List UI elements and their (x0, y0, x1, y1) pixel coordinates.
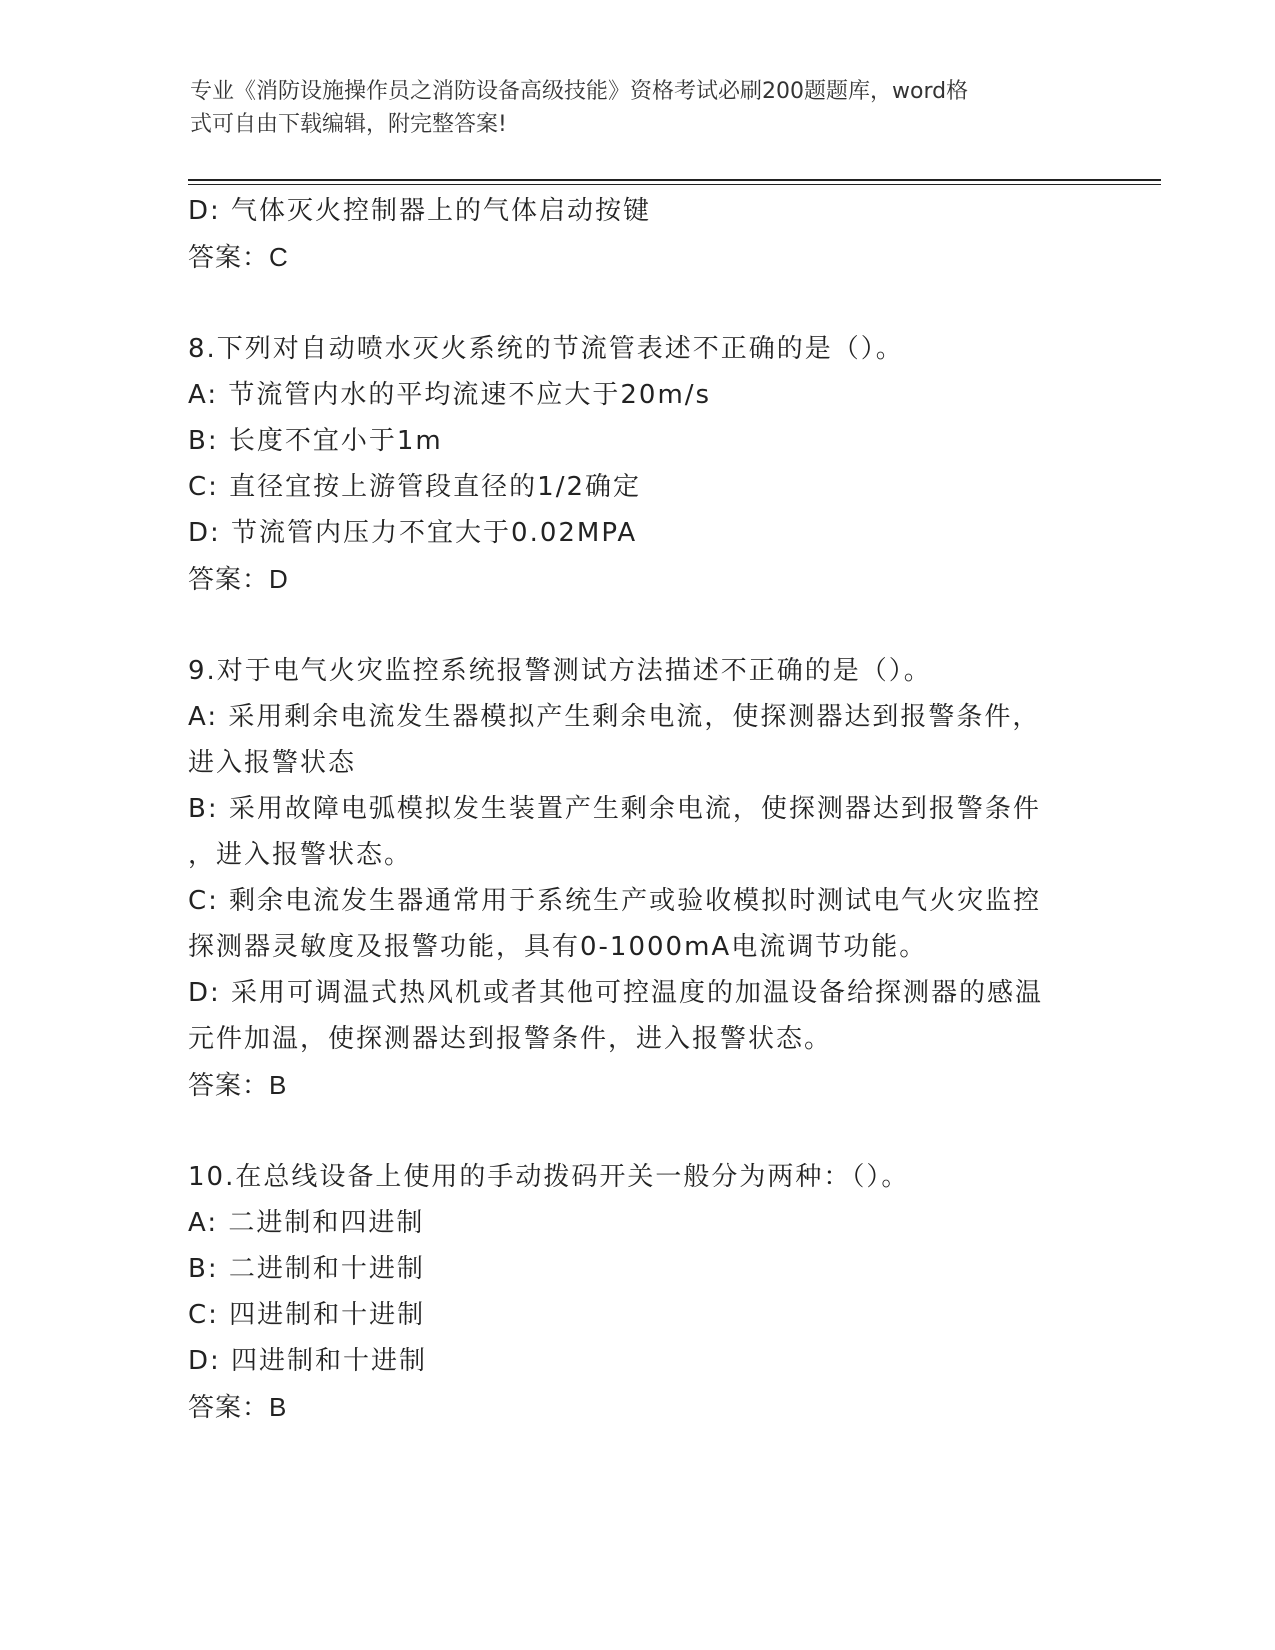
q10-answer: 答案：B (188, 1392, 288, 1422)
q8-stem: 8.下列对自动喷水灭火系统的节流管表述不正确的是（）。 (188, 334, 904, 364)
question-content (188, 188, 1088, 1430)
q8-option-a: A: 节流管内水的平均流速不应大于20m/s (188, 380, 712, 410)
q8-option-c: C: 直径宜按上游管段直径的1/2确定 (188, 472, 642, 502)
q8-answer: 答案：D (188, 564, 289, 594)
spacer (188, 280, 1088, 326)
q10-stem: 10.在总线设备上使用的手动拨码开关一般分为两种：（）。 (188, 1162, 910, 1192)
q8-option-d: D: 节流管内压力不宜大于0.02MPA (188, 518, 638, 548)
q9-option-d-line-2: 元件加温，使探测器达到报警条件，进入报警状态。 (188, 1024, 833, 1054)
q9-option-b-line-1: B: 采用故障电弧模拟发生装置产生剩余电流，使探测器达到报警条件 (188, 794, 1041, 824)
page-header (190, 75, 1090, 141)
q9-stem: 9.对于电气火灾监控系统报警测试方法描述不正确的是（）。 (188, 656, 932, 686)
q9-option-b-line-2: ，进入报警状态。 (188, 840, 413, 870)
header-divider-thin (188, 184, 1161, 185)
q9-answer: 答案：B (188, 1070, 288, 1100)
header-divider-thick (188, 179, 1161, 181)
q9-option-d-line-1: D: 采用可调温式热风机或者其他可控温度的加温设备给探测器的感温 (188, 978, 1044, 1008)
q9-option-c-line-1: C: 剩余电流发生器通常用于系统生产或验收模拟时测试电气火灾监控 (188, 886, 1042, 916)
spacer (188, 1108, 1088, 1154)
q10-option-c: C: 四进制和十进制 (188, 1300, 426, 1330)
spacer (188, 602, 1088, 648)
header-line-2: 式可自由下载编辑，附完整答案! (190, 112, 507, 137)
q10-option-b: B: 二进制和十进制 (188, 1254, 425, 1284)
q8-option-b: B: 长度不宜小于1m (188, 426, 443, 456)
header-line-1: 专业《消防设施操作员之消防设备高级技能》资格考试必刷200题题库，word格 (190, 79, 969, 104)
q9-option-a-line-2: 进入报警状态 (188, 748, 357, 778)
q9-option-a-line-1: A: 采用剩余电流发生器模拟产生剩余电流，使探测器达到报警条件， (188, 702, 1041, 732)
prev-option-d: D: 气体灭火控制器上的气体启动按键 (188, 196, 652, 226)
q10-option-d: D: 四进制和十进制 (188, 1346, 428, 1376)
q10-option-a: A: 二进制和四进制 (188, 1208, 425, 1238)
q9-option-c-line-2: 探测器灵敏度及报警功能，具有0-1000mA电流调节功能。 (188, 932, 928, 962)
prev-answer: 答案：C (188, 242, 289, 272)
